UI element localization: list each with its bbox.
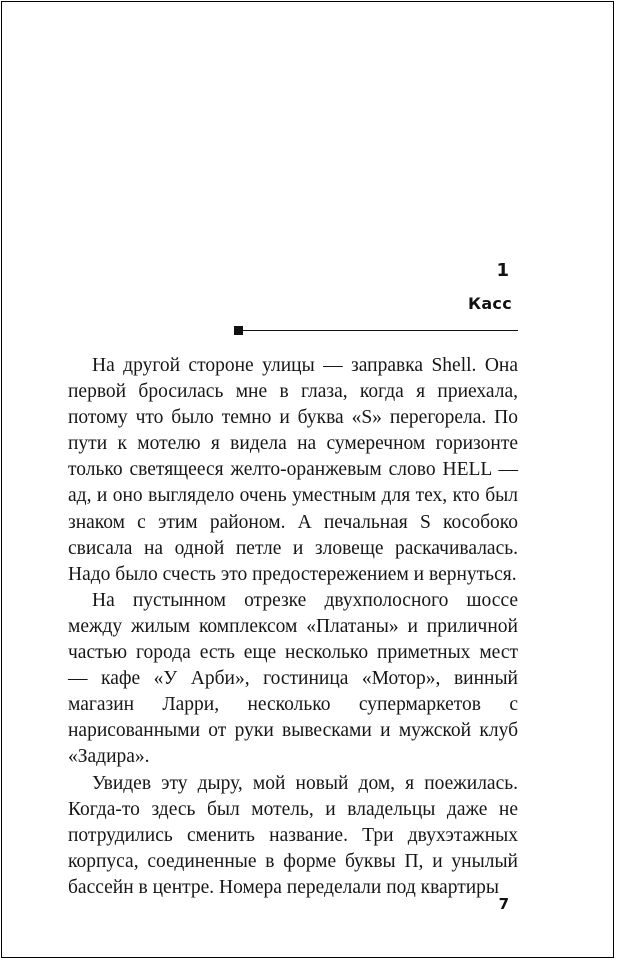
page-frame xyxy=(1,1,614,958)
chapter-title: Касс xyxy=(467,294,512,313)
page-number: 7 xyxy=(498,895,509,913)
chapter-rule xyxy=(234,326,518,336)
rule-line xyxy=(243,330,518,331)
body-text xyxy=(68,353,518,901)
chapter-number: 1 xyxy=(496,260,509,281)
rule-square-bullet xyxy=(234,326,243,335)
paragraph: Увидев эту дыру, мой новый дом, я поежилась. Когда-то здесь был мотель, и владельцы даже не потрудились сменить название. Три двухэтажных корпуса, соединенные в форме буквы П, и унылый бассейн в центре. Номера переделали под квартиры xyxy=(68,772,518,898)
paragraph: На другой стороне улицы — заправка Shell. Она первой бросилась мне в глаза, когда я приехала, потому что было темно и буква «S» перегорела. По пути к мотелю я видела на сумеречном горизонте только светящееся желто-оранжевым слово HELL — ад, и оно выглядело очень уместным для тех, кто был знаком с этим районом. А печальная S кособоко свисала на одной петле и зловеще раскачивалась. Надо было счесть это предостережением и вернуться. xyxy=(68,355,518,585)
paragraph: На пустынном отрезке двухполосного шоссе между жилым комплексом «Платаны» и приличной частью города есть еще несколько приметных мест — кафе «У Арби», гостиница «Мотор», винный магазин Ларри, несколько супермаркетов с нарисованными от руки вывесками и мужской клуб «Задира». xyxy=(68,589,518,768)
